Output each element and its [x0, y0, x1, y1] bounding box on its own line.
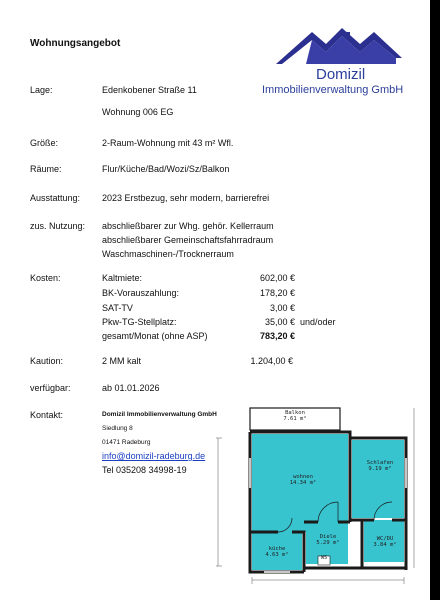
floor-plan-drawing: [214, 398, 430, 600]
value-deposit-amount: 1.204,00 €: [250, 356, 293, 366]
label-wohnen: wohnen 14.34 m²: [289, 474, 317, 487]
cost-value-rent: 602,00 €: [259, 273, 295, 283]
label-features: Ausstattung:: [30, 193, 81, 203]
page-title: Wohnungsangebot: [30, 38, 121, 49]
room-schlafen: [352, 440, 404, 518]
label-wc-du: WC/DU 3.84 m²: [373, 536, 397, 549]
value-extra-use-3: Waschmaschinen-/Trocknerraum: [102, 249, 234, 259]
cost-value-total: 783,20 €: [259, 331, 295, 341]
cost-name-utilities: BK-Vorauszahlung:: [102, 288, 180, 298]
contact-phone: Tel 035208 34998-19: [102, 465, 187, 475]
value-location-street: Edenkobener Straße 11: [102, 85, 197, 95]
company-logo: [262, 18, 412, 98]
contact-city: 01471 Radeburg: [102, 439, 151, 446]
contact-email-link[interactable]: info@domizil-radeburg.de: [102, 451, 206, 461]
value-extra-use-2: abschließbarer Gemeinschaftsfahrradraum: [102, 235, 274, 245]
cost-name-parking: Pkw-TG-Stellplatz:: [102, 317, 177, 327]
value-size: 2-Raum-Wohnung mit 43 m² Wfl.: [102, 138, 234, 148]
cost-value-utilities: 178,20 €: [259, 288, 295, 298]
cost-name-total: gesamt/Monat (ohne ASP): [102, 331, 208, 341]
label-schlafen: Schlafen 9.19 m²: [366, 460, 394, 473]
label-size: Größe:: [30, 138, 59, 148]
label-extra-use: zus. Nutzung:: [30, 221, 86, 231]
logo-name: Domizil: [316, 66, 366, 83]
house-roof-icon: [262, 18, 412, 68]
contact-street: Siedlung 8: [102, 425, 133, 432]
cost-value-parking: 35,00 €: [264, 317, 295, 327]
value-extra-use-1: abschließbarer zur Whg. gehör. Kellerraum: [102, 221, 274, 231]
label-diele: Diele 5.29 m²: [316, 534, 340, 547]
logo-subtitle: Immobilienverwaltung GmbH: [262, 84, 404, 96]
value-location-unit: Wohnung 006 EG: [102, 107, 174, 117]
value-available: ab 01.01.2026: [102, 383, 160, 393]
label-kueche: küche 4.63 m²: [265, 546, 289, 559]
value-rooms: Flur/Küche/Bad/Wozi/Sz/Balkon: [102, 164, 230, 174]
label-ws-marker: WS: [320, 555, 328, 561]
value-deposit-text: 2 MM kalt: [102, 356, 142, 366]
floor-plan: [214, 398, 430, 600]
value-features: 2023 Erstbezug, sehr modern, barrierefrei: [102, 193, 270, 203]
label-location: Lage:: [30, 85, 53, 95]
cost-value-sat-tv: 3,00 €: [269, 303, 295, 313]
cost-name-sat-tv: SAT-TV: [102, 303, 133, 313]
label-costs: Kosten:: [30, 273, 61, 283]
cost-name-rent: Kaltmiete:: [102, 273, 143, 283]
label-deposit: Kaution:: [30, 356, 64, 366]
cost-note-parking: und/oder: [300, 317, 336, 327]
contact-company: Domizil Immobilienverwaltung GmbH: [102, 411, 217, 418]
label-balkon: Balkon 7.61 m²: [283, 410, 307, 423]
label-available: verfügbar:: [30, 383, 71, 393]
label-contact: Kontakt:: [30, 410, 64, 420]
label-rooms: Räume:: [30, 164, 62, 174]
